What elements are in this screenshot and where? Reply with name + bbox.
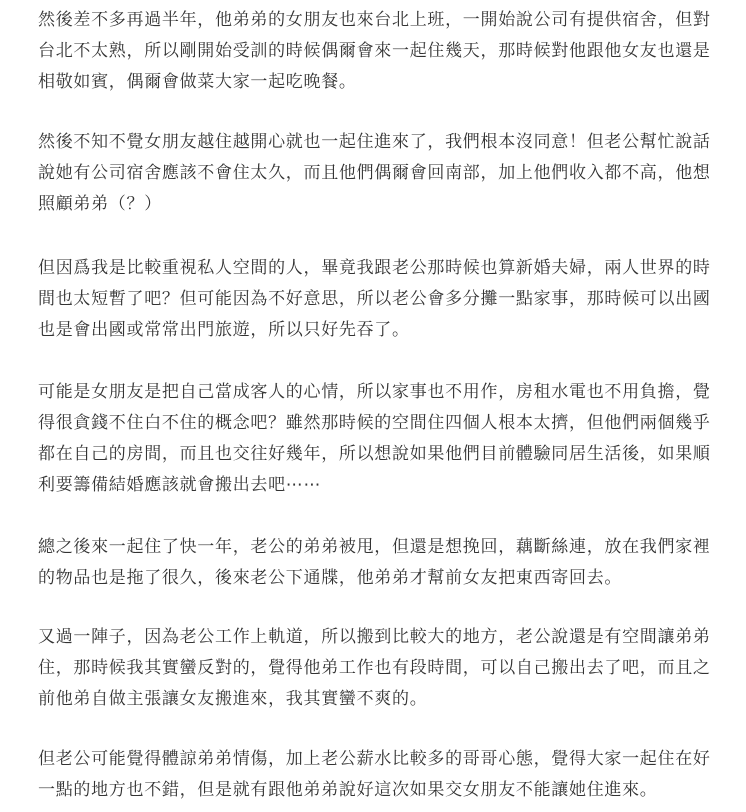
paragraph-line: 照顧弟弟（？） [38,194,162,214]
paragraph-5 [38,532,711,594]
paragraph-line: 前他弟自做主張讓女友搬進來，我其實蠻不爽的。 [38,689,428,709]
paragraph-line: 住，那時候我其實蠻反對的，覺得他弟工作也有段時間，可以自己搬出去了吧，而且之 [38,658,711,678]
paragraph-line: 的物品也是拖了很久，後來老公下通牒，他弟弟才幫前女友把東西寄回去。 [38,568,623,588]
paragraph-2 [38,127,711,220]
paragraph-line: 台北不太熟，所以剛開始受訓的時候偶爾會來一起住幾天，那時候對他跟他女友也還是 [38,41,711,61]
paragraph-4 [38,377,711,501]
paragraph-line: 得很貪錢不住白不住的概念吧？雖然那時候的空間住四個人根本太擠，但他們兩個幾乎 [38,413,711,433]
paragraph-line: 一點的地方也不錯，但是就有跟他弟弟說好這次如果交女朋友不能讓她住進來。 [38,780,658,800]
paragraph-line: 都在自己的房間，而且也交往好幾年，所以想說如果他們目前體驗同居生活後，如果順 [38,444,711,464]
paragraph-line: 可能是女朋友是把自己當成客人的心情，所以家事也不用作，房租水電也不用負擔，覺 [38,382,711,402]
paragraph-line: 相敬如賓，偶爾會做菜大家一起吃晚餐。 [38,72,357,92]
paragraph-line: 利要籌備結婚應該就會搬出去吧⋯⋯ [38,475,322,495]
paragraph-line: 但因爲我是比較重視私人空間的人，畢竟我跟老公那時候也算新婚夫婦，兩人世界的時 [38,258,711,278]
paragraph-line: 但老公可能覺得體諒弟弟情傷，加上老公薪水比較多的哥哥心態，覺得大家一起住在好 [38,749,711,769]
paragraph-1 [38,5,711,98]
paragraph-line: 又過一陣子，因為老公工作上軌道，所以搬到比較大的地方，老公說還是有空間讓弟弟 [38,627,711,647]
paragraph-3 [38,253,711,346]
paragraph-line: 然後差不多再過半年，他弟弟的女朋友也來台北上班，一開始說公司有提供宿舍，但對 [38,10,711,30]
paragraph-7 [38,744,711,806]
paragraph-line: 總之後來一起住了快一年，老公的弟弟被甩，但還是想挽回，藕斷絲連，放在我們家裡 [38,537,711,557]
paragraph-line: 也是會出國或常常出門旅遊，所以只好先吞了。 [38,320,410,340]
paragraph-line: 然後不知不覺女朋友越住越開心就也一起住進來了，我們根本沒同意！但老公幫忙說話 [38,132,711,152]
paragraph-line: 間也太短暫了吧？但可能因為不好意思，所以老公會多分攤一點家事，那時候可以出國 [38,289,711,309]
paragraph-line: 說她有公司宿舍應該不會住太久，而且他們偶爾會回南部，加上他們收入都不高，他想 [38,163,711,183]
paragraph-6 [38,622,711,715]
